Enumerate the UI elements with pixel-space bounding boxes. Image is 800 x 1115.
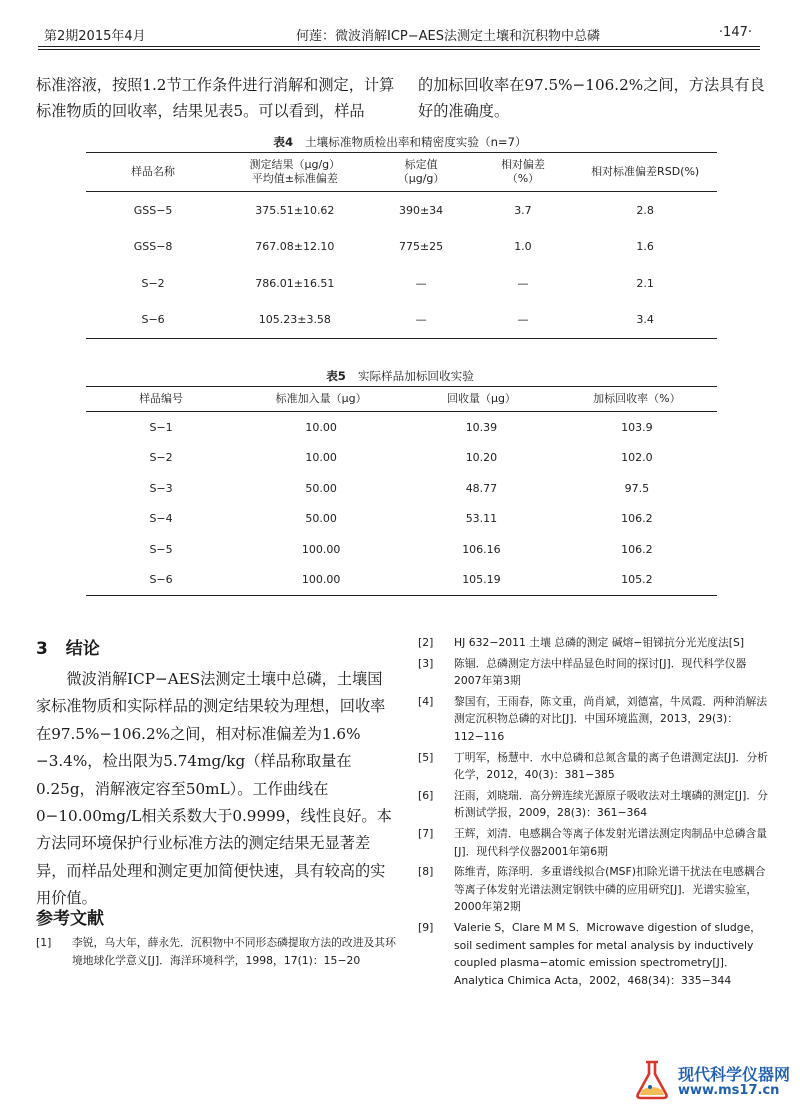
table5-cell: S−4	[149, 512, 173, 526]
table5-cell: S−5	[149, 542, 173, 556]
intro-paragraph-right: 的加标回收率在97.5%−106.2%之间，方法具有良好的准确度。	[418, 76, 765, 120]
table5-caption	[0, 368, 800, 384]
reference-number: [7]	[418, 826, 434, 840]
table5-row	[86, 412, 717, 443]
reference-number: [4]	[418, 694, 434, 708]
table5-header-cell: 加标回收率（%）	[557, 387, 717, 412]
table5-cell: 105.19	[406, 565, 557, 596]
table5-cell: 50.00	[305, 481, 337, 495]
table4-cell: 767.08±12.10	[255, 240, 335, 254]
reference-item	[418, 634, 770, 652]
table5-header-cell: 标准加入量（μg）	[236, 387, 406, 412]
issue-date: 第2期2015年4月	[44, 29, 146, 44]
running-title: 何莲：微波消解ICP−AES法测定土壤和沉积物中总磷	[296, 29, 601, 44]
table4-header-cell: 测定结果（μg/g） 平均值±标准偏差	[220, 153, 369, 192]
reference-number: [6]	[418, 788, 434, 802]
reference-item	[418, 863, 770, 916]
table5-cell: S−3	[149, 481, 173, 495]
references-heading: 参考文献	[36, 909, 104, 929]
table4-cell: —	[415, 276, 427, 290]
table4-row	[86, 229, 717, 266]
table5-cell: 10.20	[465, 451, 498, 465]
table4-header-cell: 相对标准偏差RSD(%)	[573, 153, 717, 192]
table4-row	[86, 302, 717, 339]
table4-caption	[0, 134, 800, 150]
reference-list-right	[418, 634, 770, 992]
table5-cell: 48.77	[465, 481, 498, 495]
table5-cell: 106.2	[621, 512, 653, 526]
table4	[86, 152, 717, 339]
table5-header-cell: 样品编号	[86, 387, 236, 412]
table4-title: 土壤标准物质检出率和精密度实验（n=7）	[305, 135, 527, 149]
table4-cell: GSS−5	[133, 203, 173, 217]
table4-cell: 105.23±3.58	[220, 302, 369, 339]
table5	[86, 386, 717, 596]
reference-item	[36, 934, 396, 969]
table4-row	[86, 192, 717, 229]
table5-row	[86, 504, 717, 535]
running-header	[38, 22, 760, 44]
table5-cell: 105.2	[557, 565, 717, 596]
table5-title: 实际样品加标回收实验	[357, 369, 474, 383]
table4-cell: —	[370, 302, 473, 339]
table4-cell: —	[517, 276, 529, 290]
table5-row	[86, 443, 717, 474]
header-rule-thin	[38, 49, 760, 50]
reference-text: 王辉，刘清．电感耦合等离子体发射光谱法测定肉制品中总磷含量[J]．现代科学仪器2001年第6期	[454, 826, 768, 858]
table4-cell: S−6	[86, 302, 220, 339]
table5-cell: 106.16	[462, 542, 501, 556]
table4-cell: 2.8	[636, 203, 654, 217]
reference-item	[418, 655, 770, 690]
table5-cell: 97.5	[624, 481, 650, 495]
reference-text: 陈维青，陈泽明．多重谱线拟合(MSF)扣除光谱干扰法在电感耦合等离子体发射光谱法测定钢铁中磷的应用研究[J]．光谱实验室，2000年第2期	[454, 865, 766, 914]
table5-cell: 10.00	[305, 420, 337, 434]
table5-row	[86, 473, 717, 504]
table5-cell: S−2	[149, 451, 173, 465]
reference-text: 黎国有，王雨春，陈文重，尚肖斌，刘德富，牛凤霞．两种消解法测定沉积物总磷的对比[J]．中国环境监测，2013，29(3)：112−116	[454, 694, 768, 743]
table4-cell: 390±34	[398, 203, 444, 217]
table4-cell: 786.01±16.51	[255, 276, 335, 290]
reference-item	[418, 693, 770, 746]
table4-cell: 775±25	[398, 240, 444, 254]
reference-text: HJ 632−2011 土壤 总磷的测定 碱熔−钼锑抗分光光度法[S]	[454, 636, 745, 649]
table4-cell: S−2	[141, 276, 165, 290]
table4-cell: 375.51±10.62	[255, 203, 335, 217]
table5-cell: S−1	[149, 420, 173, 434]
table5-cell: 10.39	[465, 420, 498, 434]
section-heading-conclusion	[36, 634, 100, 659]
intro-paragraph-left: 标准溶液，按照1.2节工作条件进行消解和测定，计算标准物质的回收率，结果见表5。可以看到，样品	[36, 76, 395, 120]
table4-header-cell: 标定值 （μg/g）	[370, 153, 473, 192]
table5-cell: 53.11	[465, 512, 498, 526]
reference-list-left	[36, 934, 396, 969]
watermark-url[interactable]: www.ms17.cn	[678, 1083, 780, 1098]
table4-header-cell: 样品名称	[86, 153, 220, 192]
flask-logo-icon	[630, 1058, 674, 1102]
reference-item	[418, 787, 770, 822]
reference-number: [3]	[418, 656, 434, 670]
table5-cell: 103.9	[621, 420, 653, 434]
table4-label: 表4	[273, 135, 294, 149]
table4-cell: 1.6	[636, 240, 654, 254]
reference-text: 陈锢．总磷测定方法中样品显色时间的探讨[J]．现代科学仪器2007年第3期	[454, 656, 747, 688]
reference-item	[418, 825, 770, 860]
reference-number: [9]	[418, 920, 434, 934]
table5-row	[86, 565, 717, 596]
reference-item	[418, 749, 770, 784]
table5-cell: 10.00	[305, 451, 337, 465]
table5-label: 表5	[326, 369, 346, 383]
table4-cell: 1.0	[514, 240, 532, 254]
table4-header-cell: 相对偏差 （%）	[473, 153, 574, 192]
table5-cell: 102.0	[621, 451, 653, 465]
table5-header-cell: 回收量（μg）	[406, 387, 557, 412]
reference-text: 李锐，乌大年，薛永先．沉积物中不同形态磷提取方法的改进及其环境地球化学意义[J]．海洋环境科学，1998，17(1)：15−20	[72, 936, 396, 967]
watermark-site-name: 现代科学仪器网	[678, 1065, 791, 1084]
reference-number: [1]	[36, 936, 52, 949]
reference-text: 丁明军，杨慧中．水中总磷和总氮含量的离子色谱测定法[J]．分析化学，2012，40(3)：381−385	[454, 750, 768, 782]
reference-item	[418, 919, 770, 989]
conclusion-paragraph: 微波消解ICP−AES法测定土壤中总磷，土壤国家标准物质和实际样品的测定结果较为理想，回收率在97.5%−106.2%之间，相对标准偏差为1.6%−3.4%，检出限为5.74mg/kg（样品称取量在0.25g，消解液定容至50mL）。工作曲线在0−10.00mg/L相关系数大于0.9999，线性良好。本方法同环境保护行业标准方法的测定结果无显著差异，而样品处理和测定更加简便快速，具有较高的实用价值。	[36, 670, 392, 908]
reference-text: 汪雨，刘晓瑞．高分辨连续光源原子吸收法对土壤磷的测定[J]．分析测试学报，2009，28(3)：361−364	[454, 788, 768, 820]
table4-cell: GSS−8	[133, 240, 173, 254]
header-rule	[38, 46, 760, 47]
page-number: ·147·	[718, 25, 752, 40]
table4-cell: 3.4	[573, 302, 717, 339]
reference-text: Valerie S，Clare M M S．Microwave digestion of sludge，soil sediment samples for metal analysis by inductively coupled plasma−atomic emission spectrometry[J]．Analytica Chimica Acta，2002，468(34)：335−344	[454, 920, 762, 987]
watermark	[628, 1056, 798, 1106]
table5-cell: 106.2	[621, 542, 653, 556]
table5-cell: 50.00	[305, 512, 337, 526]
reference-number: [5]	[418, 750, 434, 764]
table4-row	[86, 265, 717, 302]
table4-cell: 2.1	[636, 276, 654, 290]
table5-cell: 100.00	[236, 565, 406, 596]
table5-cell: 100.00	[301, 542, 341, 556]
table5-row	[86, 534, 717, 565]
table4-cell: —	[473, 302, 574, 339]
reference-number: [8]	[418, 865, 434, 879]
table4-cell: 3.7	[514, 203, 532, 217]
section-number: 3	[36, 639, 48, 659]
table5-cell: S−6	[86, 565, 236, 596]
section-title: 结论	[65, 639, 100, 659]
reference-number: [2]	[418, 636, 434, 649]
